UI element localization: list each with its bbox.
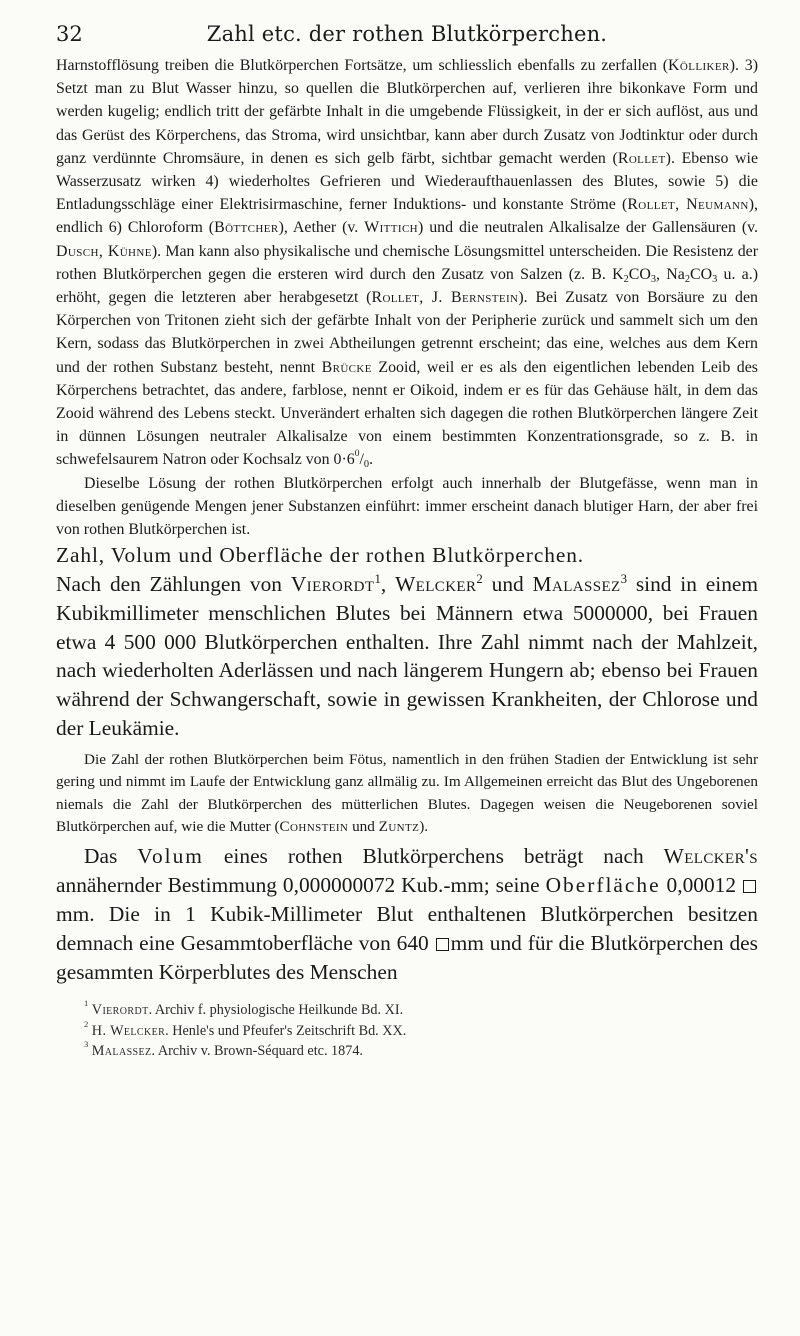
paragraph-fetus: Die Zahl der rothen Blutkörperchen beim Fötus, namentlich in den frühen Stadien der Entwicklung ist sehr gering und nimmt im Laufe der Entwicklung ganz allmälig zu. Im Allgemeinen erreicht das Blut des Ungeborenen niemals die Zahl der Blutkörperchen des mütterlichen Blutes. Dagegen weisen die Neugeborenen soviel Blutkörperchen auf, wie die Mutter (Cohnstein und Zuntz). <box>56 750 758 836</box>
paragraph-dissolution: Dieselbe Lösung der rothen Blutkörperchen erfolgt auch innerhalb der Blutgefässe, wenn man in dieselben genügende Mengen jener Substanzen einführt: immer erscheint danach blutiger Harn, der aber frei von rothen Blutkörperchen ist. <box>56 474 758 539</box>
paragraph-solvents: Harnstofflösung treiben die Blutkörperchen Fortsätze, um schliesslich ebenfalls zu zerfallen (Kölliker). 3) Setzt man zu Blut Wasser hinzu, so quellen die Blutkörperchen auf, verlieren ihre bikonkave Form und werden kugelig; endlich tritt der gefärbte Inhalt in die umgebende Flüssigkeit, in der er sich auflöst, aus und das Gerüst des Körperchens, das Stroma, wird unsichtbar, kann aber durch Zusatz von Jodtinktur oder durch ganz verdünnte Chromsäure, in denen es sich gelb färbt, sichtbar gemacht werden (Rollet). Ebenso wie Wasserzusatz wirken 4) wiederholtes Gefrieren und Wiederaufthauenlassen des Blutes, sowie 5) die Entladungsschläge einer Elektrisirmaschine, ferner Induktions- und konstante Ströme (Rollet, Neumann), endlich 6) Chloroform (Böttcher), Aether (v. Wittich) und die neutralen Alkalisalze der Gallensäuren (v. Dusch, Kühne). Man kann also physikalische und chemische Lösungsmittel unterscheiden. Die Resistenz der rothen Blutkörperchen gegen die ersteren wird durch den Zusatz von Salzen (z. B. $K_2CO_3$, $Na_2CO_3$ u. a.) erhöht, gegen die letzteren aber herabgesetzt (Rollet, J. Bernstein). Bei Zusatz von Borsäure zu den Körperchen von Tritonen zieht sich der gefärbte Inhalt von der Peripherie zurück und sammelt sich um den Kern, sodass das Blutkörperchen in zwei Abtheilungen getrennt erscheint; das eine, welches aus dem Kern und der rothen Substanz besteht, nennt Brücke Zooid, weil er es als den eigentlichen lebenden Leib des Körperchens betrachtet, das andere, farblose, nennt er Oikoid, indem er es für das Gehäuse hält, in dem das Zooid während des Lebens steckt. Unverändert erhalten sich dagegen die rothen Blutkörperchen längere Zeit in dünnen Lösungen neutraler Alkalisalze von einem bestimmten Konzentrationsgrade, so z. B. in schwefelsaurem Natron oder Kochsalz von $0\cdot 6^0/_0$. <box>56 57 759 471</box>
paragraph-count: Nach den Zählungen von Vierordt$^1$, Welcker$^2$ und Malassez$^3$ sind in einem Kubikmillimeter menschlichen Blutes bei Männern etwa 5000000, bei Frauen etwa 4 500 000 Blutkörperchen enthalten. Ihre Zahl nimmt nach der Mahlzeit, nach wiederholten Aderlässen und nach längerem Hungern ab; ebenso bei Frauen während der Schwangerschaft, sowie in gewissen Krankheiten, der Chlorose und der Leukämie. <box>56 572 759 741</box>
footnote: $^3$ Malassez. Archiv v. Brown-Séquard etc. 1874. <box>84 1039 363 1060</box>
body-small-print <box>56 54 758 541</box>
running-title: Zahl etc. der rothen Blutkörperchen. <box>206 22 608 46</box>
square-symbol-icon <box>436 938 449 951</box>
footnote: $^2$ H. Welcker. Henle's und Pfeufer's Zeitschrift Bd. XX. <box>84 1018 407 1039</box>
footnote-ref: 2 <box>476 572 483 587</box>
footnote-ref: 1 <box>374 572 381 587</box>
page-number: 32 <box>56 22 83 46</box>
paragraph-volume: Das Volum eines rothen Blutkörperchens beträgt nach Welcker's annähernder Bestimmung 0,000000072 Kub.-mm; seine Oberfläche 0,00012 mm. Die in 1 Kubik-Millimeter Blut enthaltenen Blutkörperchen besitzen demnach eine Gesammtoberfläche von 640 mm und für die Blutkörperchen des gesammten Körperblutes des Menschen <box>56 844 758 984</box>
body-small-print-fetus <box>56 749 758 839</box>
footnote-ref: 3 <box>620 572 628 587</box>
body-large-print <box>56 541 758 743</box>
footnote: $^1$ Vierordt. Archiv f. physiologische Heilkunde Bd. XI. <box>84 998 404 1019</box>
body-large-print-volume <box>56 842 758 986</box>
section-heading: Zahl, Volum und Oberfläche der rothen Blutkörperchen. <box>56 543 585 568</box>
square-symbol-icon <box>743 880 756 893</box>
footnotes <box>56 1000 758 1062</box>
page-header <box>56 18 758 50</box>
